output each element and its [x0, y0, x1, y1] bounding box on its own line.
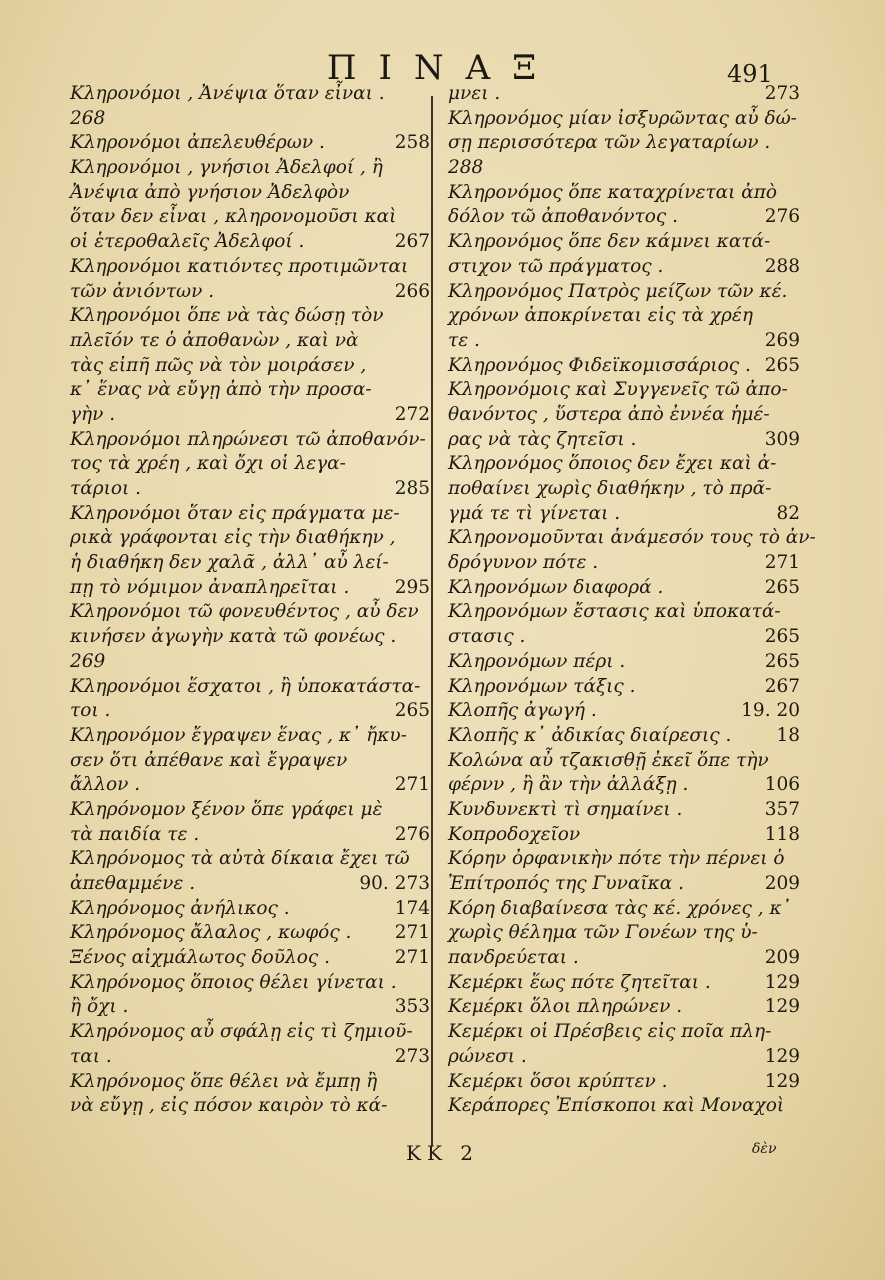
index-entry-line	[70, 798, 430, 823]
entry-text: Κληρονόμος ὅπε δεν κάμνει κατά-	[448, 231, 771, 253]
index-entry-line	[448, 502, 800, 527]
index-entry-line	[448, 576, 800, 601]
entry-page-ref: 90. 273	[359, 873, 430, 894]
index-entry-line	[448, 354, 800, 379]
entry-text: πανδρεύεται .	[448, 947, 579, 969]
entry-text: Κληρονόμων διαφορά .	[448, 576, 664, 598]
entry-page-ref: 267	[764, 675, 800, 697]
entry-page-ref: 265	[394, 700, 430, 722]
entry-page-ref: 271	[764, 552, 800, 574]
index-column-left	[70, 82, 430, 1119]
index-entry-line	[448, 280, 800, 305]
entry-text: ἀπεθαμμένε .	[70, 873, 196, 894]
index-entry-line	[70, 378, 430, 403]
entry-page-ref: 276	[764, 206, 800, 228]
entry-page-ref: 271	[394, 774, 430, 796]
index-entry-line	[448, 526, 816, 551]
entry-page-ref: 129	[764, 1070, 800, 1092]
entry-page-ref: 295	[394, 576, 430, 598]
entry-text: Κυνδυνεκτὶ τὶ σημαίνει .	[448, 798, 683, 820]
index-entry-line	[70, 847, 430, 872]
entry-text: Ἐπίτροπός της Γυναῖκα .	[448, 873, 685, 894]
index-entry-line	[448, 921, 800, 946]
entry-page-ref: 266	[394, 280, 430, 302]
entry-page-ref: 271	[394, 947, 430, 969]
entry-text: ρας νὰ τὰς ζητεῖσι .	[448, 428, 637, 450]
index-entry-line	[70, 872, 430, 897]
entry-text: ἡ διαθήκη δεν χαλᾶ , ἀλλ᾽ αὖ λεί-	[70, 552, 389, 574]
entry-page-ref: 209	[764, 947, 800, 969]
entry-text: Κεράπορες Ἐπίσκοποι καὶ Μοναχοὶ	[448, 1095, 785, 1117]
index-entry-line	[70, 823, 430, 848]
entry-text: Κληρονόμος μίαν ἰσξυρῶντας αὖ δώ-	[448, 107, 797, 129]
entry-page-ref: 174	[394, 897, 430, 919]
entry-page-ref: 265	[764, 576, 800, 598]
entry-text: Κληρόνομος αὖ σφάλῃ εἰς τὶ ζημιοῦ-	[70, 1021, 413, 1043]
index-entry-line	[70, 1020, 430, 1045]
entry-text: Κληρονομοῦνται ἀνάμεσόν τους τὸ ἀν-	[448, 527, 816, 549]
index-entry-line	[448, 156, 800, 181]
entry-page-ref: 118	[764, 823, 800, 845]
entry-page-ref: 82	[776, 502, 800, 524]
entry-text: Κοπροδοχεῖον	[448, 823, 581, 845]
entry-text: οἱ ἑτεροθαλεῖς Ἀδελφοί .	[70, 231, 305, 253]
index-entry-line	[448, 1020, 800, 1045]
index-entry-line	[70, 600, 430, 625]
index-entry-line	[70, 897, 430, 922]
index-entry-line	[70, 1094, 430, 1119]
index-entry-line	[448, 551, 800, 576]
entry-page-ref: 309	[764, 428, 800, 450]
index-entry-line	[448, 699, 800, 724]
entry-text: πλεῖόν τε ὁ ἀποθανὼν , καὶ νὰ	[70, 329, 359, 351]
index-entry-line	[70, 82, 430, 107]
entry-text: Κληρόνομος ὅπε θέλει νὰ ἔμπῃ ἢ	[70, 1070, 378, 1092]
index-entry-line	[70, 255, 430, 280]
index-entry-line	[70, 107, 430, 132]
entry-text: Κληρονόμοι κατιόντες προτιμῶνται	[70, 255, 409, 277]
index-entry-line	[70, 329, 430, 354]
entry-text: κ᾽ ἕνας νὰ εὔγῃ ἀπὸ τὴν προσα-	[70, 379, 372, 401]
entry-page-ref: 265	[764, 354, 800, 376]
entry-text: Κληρονόμοι ὅταν εἰς πράγματα με-	[70, 502, 400, 524]
index-entry-line	[448, 82, 800, 107]
index-entry-line	[448, 329, 800, 354]
index-entry-line	[70, 946, 430, 971]
entry-text: Κληρονόμοι ὅπε νὰ τὰς δώσῃ τὸν	[70, 305, 384, 327]
index-entry-line	[70, 995, 430, 1020]
entry-text: Κληρονόμοι τῶ φονευθέντος , αὖ δεν	[70, 601, 419, 623]
entry-text: Κλοπῆς κ᾽ ἀδικίας διαίρεσις .	[448, 724, 732, 746]
index-entry-line	[448, 378, 800, 403]
entry-text: Κληρονόμοι πληρώνεσι τῶ ἀποθανόν-	[70, 428, 426, 450]
index-entry-line	[448, 625, 800, 650]
index-entry-line	[70, 699, 430, 724]
entry-text: χωρὶς θέλημα τῶν Γονέων της ὑ-	[448, 922, 758, 944]
entry-text: Κληρονόμος ὅπε καταχρίνεται ἀπὸ	[448, 181, 778, 203]
entry-page-ref: 276	[394, 823, 430, 845]
entry-text: τάριοι .	[70, 478, 142, 499]
page-number: 491	[727, 60, 773, 88]
entry-text: Κληρόνομος ἀνήλικος .	[70, 897, 290, 919]
entry-text: Κληρόνομος τὰ αὐτὰ δίκαια ἔχει τῶ	[70, 848, 410, 870]
entry-text: Κληρονόμοι ἀπελευθέρων .	[70, 132, 325, 154]
entry-text: ἄλλον .	[70, 774, 141, 796]
index-entry-line	[70, 625, 430, 650]
entry-text: ἢ ὄχι .	[70, 996, 129, 1018]
entry-text: δόλον τῶ ἀποθανόντος .	[448, 206, 679, 228]
index-entry-line	[448, 946, 800, 971]
entry-text: σεν ὅτι ἀπέθανε καὶ ἔγραψεν	[70, 749, 348, 771]
entry-page-ref: 129	[764, 1045, 800, 1067]
entry-text: Κεμέρκι οἱ Πρέσβεις εἰς ποῖα πλη-	[448, 1021, 772, 1043]
entry-text: Κληρονόμος Πατρὸς μείζων τῶν κέ.	[448, 280, 788, 302]
index-entry-line	[448, 872, 800, 897]
index-entry-line	[70, 1045, 430, 1070]
entry-text: Κληρονόμοι , γνήσιοι Ἀδελφοί , ἢ	[70, 157, 383, 179]
entry-text: Κληρονόμος Φιδεϊκομισσάριος .	[448, 354, 751, 376]
index-entry-line	[70, 403, 430, 428]
entry-text: Κεμέρκι ἕως πότε ζητεῖται .	[448, 971, 711, 993]
entry-text: Κληρονόμων τάξις .	[448, 675, 636, 697]
index-entry-line	[448, 724, 800, 749]
entry-text: δρόγυνον πότε .	[448, 552, 599, 574]
entry-text: θανόντος , ὕστερα ἀπὸ ἐννέα ἡμέ-	[448, 403, 770, 425]
index-entry-line	[448, 600, 800, 625]
entry-page-ref: 19. 20	[741, 700, 800, 722]
index-entry-line	[70, 675, 430, 700]
entry-text: μνει .	[448, 83, 501, 104]
entry-text: κινήσεν ἀγωγὴν κατὰ τῶ φονέως .	[70, 626, 397, 648]
entry-text: Κόρην ὀρφανικὴν πότε τὴν πέρνει ὁ	[448, 848, 785, 870]
entry-text: τὰ παιδία τε .	[70, 823, 200, 845]
entry-text: ὅταν δεν εἶναι , κληρονομοῦσι καὶ	[70, 206, 397, 228]
entry-text: Κολώνα αὖ τζακισθῇ ἐκεῖ ὅπε τὴν	[448, 749, 769, 771]
entry-page-ref: 209	[764, 873, 800, 894]
entry-page-ref: 357	[764, 798, 800, 820]
index-entry-line	[448, 403, 800, 428]
index-entry-line	[70, 354, 430, 379]
index-entry-line	[70, 921, 430, 946]
entry-text: Κόρη διαβαίνεσα τὰς κέ. χρόνες , κ᾽	[448, 897, 791, 919]
entry-page-ref: 288	[764, 255, 800, 277]
entry-text: Κεμέρκι ὅσοι κρύπτεν .	[448, 1070, 668, 1092]
entry-page-ref: 353	[394, 996, 430, 1018]
index-entry-line	[70, 724, 430, 749]
index-entry-line	[70, 156, 430, 181]
entry-text: γὴν .	[70, 403, 116, 425]
entry-page-ref: 267	[394, 231, 430, 253]
entry-page-ref: 106	[764, 774, 800, 796]
entry-text: τὰς εἰπῆ πῶς νὰ τὸν μοιράσεν ,	[70, 354, 367, 376]
entry-text: Ξένος αἰχμάλωτος δοῦλος .	[70, 947, 330, 969]
index-entry-line	[448, 847, 800, 872]
entry-text: Ἀνέψια ἀπὸ γνήσιον Ἀδελφὸν	[70, 181, 350, 203]
index-entry-line	[448, 107, 800, 132]
entry-text: ποθαίνει χωρὶς διαθήκην , τὸ πρᾶ-	[448, 478, 772, 499]
index-entry-line	[448, 897, 800, 922]
entry-text: 288	[448, 157, 484, 179]
index-entry-line	[70, 477, 430, 502]
index-entry-line	[70, 650, 430, 675]
entry-page-ref: 129	[764, 996, 800, 1018]
catchword: δὲν	[752, 1141, 777, 1157]
entry-text: Κληρονόμων ἔστασις καὶ ὑποκατά-	[448, 601, 781, 623]
entry-page-ref: 258	[394, 132, 430, 154]
index-entry-line	[448, 304, 800, 329]
index-entry-line	[448, 1070, 800, 1095]
entry-page-ref: 285	[394, 478, 430, 499]
index-entry-line	[70, 576, 430, 601]
entry-text: Κληρόνομον ξένον ὅπε γράφει μὲ	[70, 798, 383, 820]
index-entry-line	[70, 502, 430, 527]
entry-text: τος τὰ χρέη , καὶ ὄχι οἱ λεγα-	[70, 453, 346, 475]
entry-page-ref: 272	[394, 403, 430, 425]
entry-text: στασις .	[448, 626, 526, 648]
index-entry-line	[448, 181, 800, 206]
index-entry-line	[70, 205, 430, 230]
entry-text: χρόνων ἀποκρίνεται εἰς τὰ χρέη	[448, 305, 753, 327]
entry-text: φέρνν , ἢ ἂν τὴν ἀλλάξῃ .	[448, 774, 689, 796]
index-entry-line	[448, 1045, 800, 1070]
index-entry-line	[70, 1070, 430, 1095]
entry-text: σῃ περισσότερα τῶν λεγαταρίων .	[448, 132, 771, 154]
index-entry-line	[70, 551, 430, 576]
entry-text: Κληρονόμοις καὶ Συγγενεῖς τῶ ἀπο-	[448, 379, 788, 401]
index-entry-line	[448, 1094, 800, 1119]
index-entry-line	[448, 971, 800, 996]
entry-text: ρώνεσι .	[448, 1045, 527, 1067]
index-column-right	[448, 82, 816, 1119]
entry-text: Κληρονόμον ἔγραψεν ἕνας , κ᾽ ἤκυ-	[70, 724, 407, 746]
index-entry-line	[448, 650, 800, 675]
index-entry-line	[70, 971, 430, 996]
index-entry-line	[70, 280, 430, 305]
entry-text: πῃ τὸ νόμιμον ἀναπληρεῖται .	[70, 576, 350, 598]
index-entry-line	[448, 823, 800, 848]
entry-text: νὰ εὔγῃ , εἰς πόσον καιρὸν τὸ κά-	[70, 1095, 388, 1117]
index-entry-line	[448, 452, 800, 477]
index-entry-line	[448, 773, 800, 798]
index-entry-line	[448, 131, 800, 156]
entry-text: τε .	[448, 329, 480, 351]
entry-text: 269	[70, 650, 106, 672]
index-entry-line	[70, 304, 430, 329]
entry-text: ται .	[70, 1045, 112, 1067]
index-entry-line	[448, 205, 800, 230]
running-title: ΠΙΝΑΞ	[326, 48, 559, 88]
index-entry-line	[448, 749, 800, 774]
signature-mark: ΚΚ 2	[406, 1141, 479, 1165]
entry-text: Κληρόνομος ὅποιος θέλει γίνεται .	[70, 971, 397, 993]
entry-text: τοι .	[70, 700, 111, 722]
index-entry-line	[448, 428, 800, 453]
entry-text: γμά τε τὶ γίνεται .	[448, 502, 621, 524]
entry-text: ρικὰ γράφονται εἰς τὴν διαθήκην ,	[70, 527, 396, 549]
entry-text: τῶν ἀνιόντων .	[70, 280, 215, 302]
index-entry-line	[70, 773, 430, 798]
index-entry-line	[70, 230, 430, 255]
index-entry-line	[448, 798, 800, 823]
index-entry-line	[70, 428, 430, 453]
entry-text: Κλοπῆς ἀγωγή .	[448, 700, 597, 722]
entry-page-ref: 273	[394, 1045, 430, 1067]
index-entry-line	[448, 675, 800, 700]
entry-text: Κληρονόμοι ἕσχατοι , ἢ ὑποκατάστα-	[70, 675, 421, 697]
entry-text: Κληρόνομος ἄλαλος , κωφός .	[70, 922, 352, 944]
entry-page-ref: 265	[764, 626, 800, 648]
entry-page-ref: 269	[764, 329, 800, 351]
index-entry-line	[448, 255, 800, 280]
entry-page-ref: 271	[394, 922, 430, 944]
entry-page-ref: 129	[764, 971, 800, 993]
entry-text: 268	[70, 107, 106, 129]
index-entry-line	[70, 452, 430, 477]
index-entry-line	[70, 749, 430, 774]
entry-page-ref: 18	[776, 724, 800, 746]
index-entry-line	[448, 230, 800, 255]
index-entry-line	[70, 526, 430, 551]
entry-text: στιχον τῶ πράγματος .	[448, 255, 664, 277]
entry-page-ref: 273	[764, 83, 800, 104]
entry-text: Κεμέρκι ὅλοι πληρώνεν .	[448, 996, 683, 1018]
column-divider	[431, 96, 433, 1146]
entry-text: Κληρονόμοι , Ἀνέψια ὅταν εἶναι .	[70, 83, 385, 104]
entry-page-ref: 265	[764, 650, 800, 672]
index-entry-line	[448, 995, 800, 1020]
index-entry-line	[70, 131, 430, 156]
index-entry-line	[448, 477, 800, 502]
entry-text: Κληρονόμων πέρι .	[448, 650, 626, 672]
index-entry-line	[70, 181, 430, 206]
entry-text: Κληρονόμος ὅποιος δεν ἔχει καὶ ἀ-	[448, 453, 777, 475]
